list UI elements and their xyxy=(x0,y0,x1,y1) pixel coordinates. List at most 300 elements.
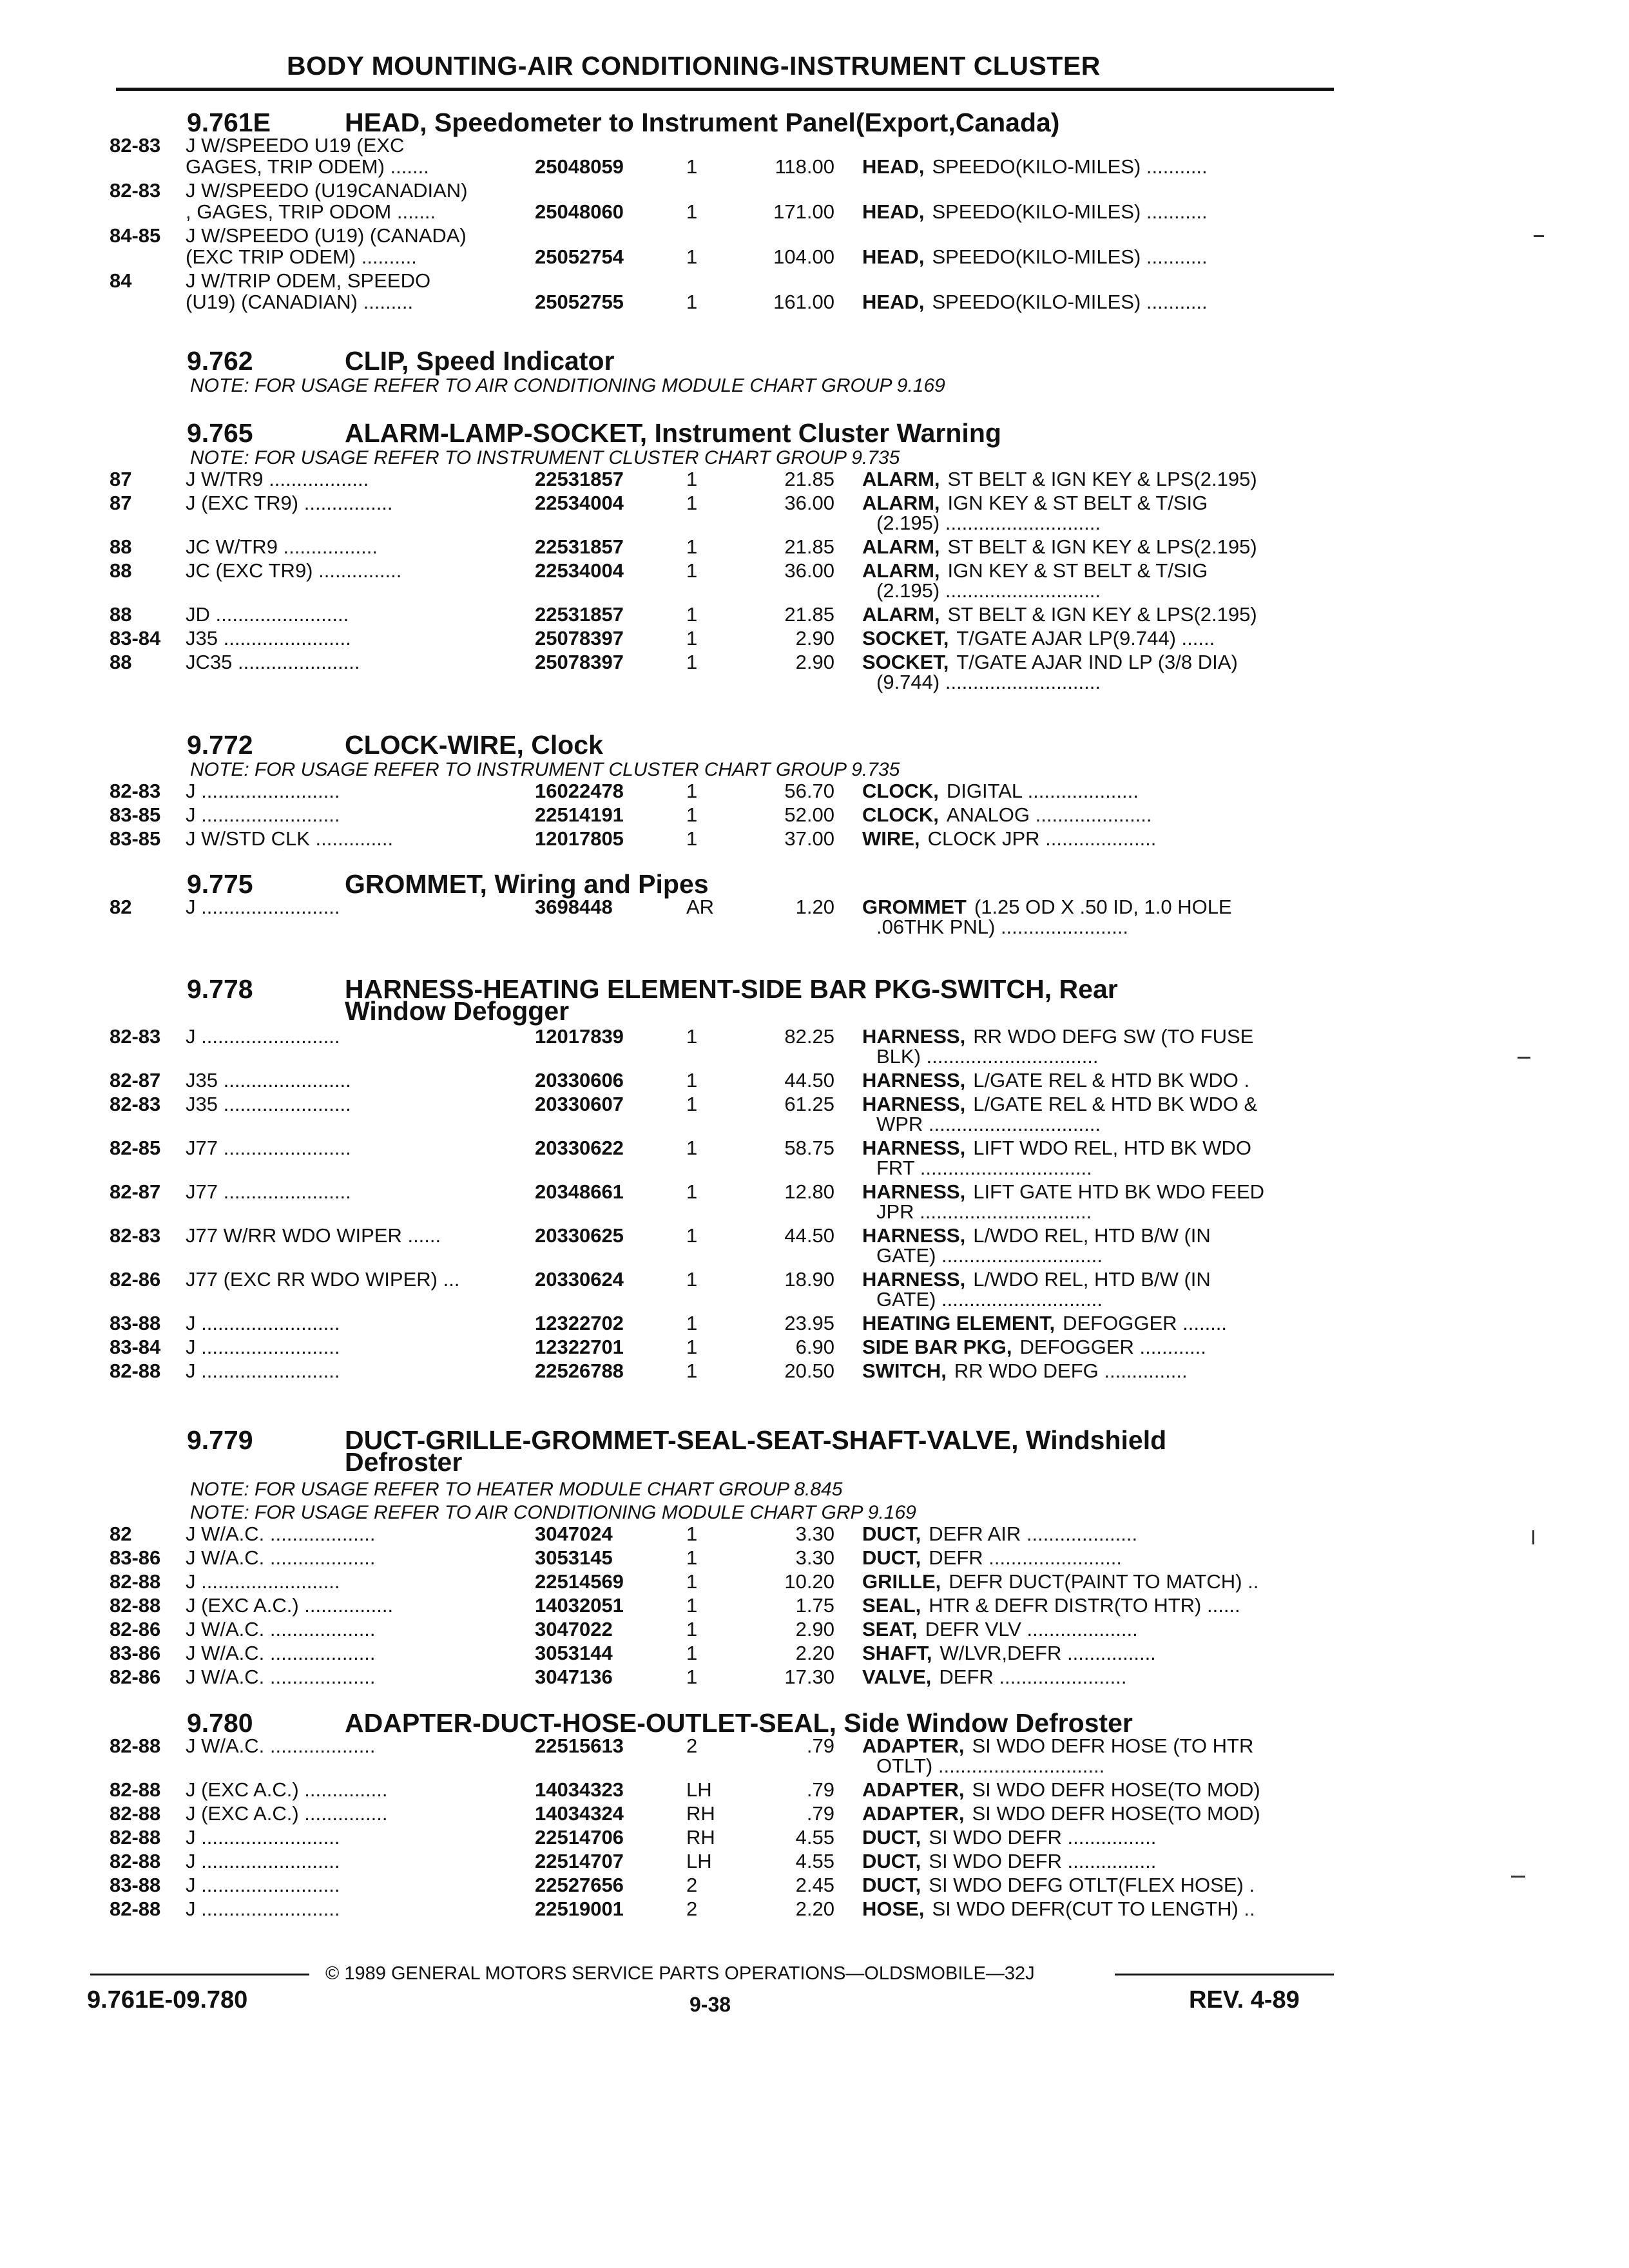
price: 1.20 xyxy=(795,896,834,918)
margin-mark xyxy=(1518,1057,1530,1059)
part-number: 22531857 xyxy=(535,535,624,558)
footer-rule-left xyxy=(90,1974,309,1975)
years-cell: 82-86 xyxy=(110,1268,161,1291)
description xyxy=(862,1643,1156,1663)
quantity: 1 xyxy=(686,603,698,626)
quantity: AR xyxy=(686,896,715,918)
description-detail: SI WDO DEFR ................ xyxy=(929,1826,1157,1849)
quantity: RH xyxy=(686,1826,715,1849)
quantity: 1 xyxy=(686,245,698,268)
description xyxy=(862,202,1208,222)
description-detail: DIGITAL .................... xyxy=(946,780,1139,802)
part-number: 20330607 xyxy=(535,1093,624,1115)
quantity: 1 xyxy=(686,535,698,558)
description xyxy=(862,292,1208,312)
section-number: 9.778 xyxy=(187,974,253,1004)
price: 2.20 xyxy=(795,1642,834,1664)
quantity: 2 xyxy=(686,1898,698,1920)
price: 1.75 xyxy=(795,1594,834,1617)
quantity: 1 xyxy=(686,1224,698,1247)
model-cell: J (EXC TR9) ................ xyxy=(186,492,393,514)
description-detail: ANALOG ..................... xyxy=(946,803,1152,826)
price: 2.45 xyxy=(795,1874,834,1896)
description-detail: DEFR DUCT(PAINT TO MATCH) .. xyxy=(949,1570,1259,1593)
part-number: 14034323 xyxy=(535,1778,624,1801)
description-noun: HEATING ELEMENT, xyxy=(862,1312,1055,1334)
description xyxy=(862,1736,1253,1756)
years-cell: 84 xyxy=(110,269,132,292)
model-cell: J W/A.C. ................... xyxy=(186,1523,376,1545)
price: 6.90 xyxy=(795,1336,834,1358)
section-title: HEAD, Speedometer to Instrument Panel(Export,Canada) xyxy=(345,108,1060,137)
model-cell: J W/STD CLK .............. xyxy=(186,827,394,850)
footer-revision: REV. 4-89 xyxy=(1189,1986,1300,2013)
section-title: ALARM-LAMP-SOCKET, Instrument Cluster Warning xyxy=(345,418,1001,448)
price: 23.95 xyxy=(784,1312,834,1334)
years-cell: 88 xyxy=(110,559,132,582)
part-number: 22514191 xyxy=(535,803,624,826)
model-cell: J77 (EXC RR WDO WIPER) ... xyxy=(186,1268,460,1291)
description-detail: SI WDO DEFR HOSE(TO MOD) xyxy=(972,1802,1260,1825)
quantity: 1 xyxy=(686,1069,698,1091)
price: 37.00 xyxy=(784,827,834,850)
part-number: 22534004 xyxy=(535,559,624,582)
description-detail: IGN KEY & ST BELT & T/SIG xyxy=(947,559,1208,582)
description-detail: DEFR VLV .................... xyxy=(925,1618,1138,1640)
description xyxy=(862,1361,1188,1381)
price: 2.90 xyxy=(795,627,834,649)
model-cell: J W/TRIP ODEM, SPEEDO xyxy=(186,269,431,292)
model-cell: J ......................... xyxy=(186,1360,340,1382)
part-number: 20330624 xyxy=(535,1268,624,1291)
description-noun: WIRE, xyxy=(862,827,920,850)
price: 36.00 xyxy=(784,559,834,582)
years-cell: 88 xyxy=(110,535,132,558)
description-noun: HEAD, xyxy=(862,200,925,223)
section-number: 9.762 xyxy=(187,346,253,376)
margin-mark xyxy=(1511,1876,1525,1878)
usage-note: NOTE: FOR USAGE REFER TO INSTRUMENT CLUSTER CHART GROUP 9.735 xyxy=(190,759,900,780)
description-noun: HARNESS, xyxy=(862,1025,966,1048)
model-cell: J W/A.C. ................... xyxy=(186,1546,376,1569)
page-header-title: BODY MOUNTING-AIR CONDITIONING-INSTRUMENT CLUSTER xyxy=(287,51,1101,81)
description xyxy=(862,1548,1122,1568)
quantity: 1 xyxy=(686,1360,698,1382)
quantity: 1 xyxy=(686,780,698,802)
description-noun: SIDE BAR PKG, xyxy=(862,1336,1012,1358)
description-noun: VALVE, xyxy=(862,1666,932,1688)
price: .79 xyxy=(806,1735,834,1757)
description xyxy=(862,1851,1156,1871)
description xyxy=(862,652,1238,672)
description-detail: T/GATE AJAR LP(9.744) ...... xyxy=(956,627,1215,649)
description xyxy=(862,897,1232,917)
quantity: RH xyxy=(686,1802,715,1825)
description-detail: SPEEDO(KILO-MILES) ........... xyxy=(932,200,1208,223)
price: 118.00 xyxy=(775,155,834,178)
model-cell: J ......................... xyxy=(186,1874,340,1896)
years-cell: 82-83 xyxy=(110,1025,161,1048)
model-cell: J (EXC A.C.) ................ xyxy=(186,1594,394,1617)
description xyxy=(862,1313,1227,1333)
price: 10.20 xyxy=(784,1570,834,1593)
quantity: 1 xyxy=(686,1025,698,1048)
price: 56.70 xyxy=(784,780,834,802)
header-rule xyxy=(116,88,1334,91)
quantity: 1 xyxy=(686,291,698,313)
description-noun: SOCKET, xyxy=(862,627,949,649)
quantity: 1 xyxy=(686,827,698,850)
description-noun: SHAFT, xyxy=(862,1642,932,1664)
price: 171.00 xyxy=(773,200,834,223)
usage-note: NOTE: FOR USAGE REFER TO AIR CONDITIONING MODULE CHART GRP 9.169 xyxy=(190,1502,916,1523)
part-number: 22534004 xyxy=(535,492,624,514)
years-cell: 82-88 xyxy=(110,1826,161,1849)
part-number: 25048060 xyxy=(535,200,624,223)
model-cell: J W/A.C. ................... xyxy=(186,1666,376,1688)
description xyxy=(862,628,1215,648)
model-cell: JC (EXC TR9) ............... xyxy=(186,559,402,582)
part-number: 16022478 xyxy=(535,780,624,802)
model-cell: J W/TR9 .................. xyxy=(186,468,369,490)
model-cell: J ......................... xyxy=(186,1826,340,1849)
description-detail: LIFT WDO REL, HTD BK WDO xyxy=(973,1137,1251,1159)
description xyxy=(862,1026,1253,1046)
description-noun: SWITCH, xyxy=(862,1360,947,1382)
part-number: 25052755 xyxy=(535,291,624,313)
description-noun: HARNESS, xyxy=(862,1069,966,1091)
description-cont: (2.195) ............................ xyxy=(876,512,1101,534)
quantity: 1 xyxy=(686,1312,698,1334)
footer-group-range: 9.761E-09.780 xyxy=(87,1986,248,2013)
years-cell: 82-88 xyxy=(110,1570,161,1593)
description-noun: ALARM, xyxy=(862,603,940,626)
usage-note: NOTE: FOR USAGE REFER TO AIR CONDITIONING MODULE CHART GROUP 9.169 xyxy=(190,375,945,396)
part-number: 22527656 xyxy=(535,1874,624,1896)
description-noun: ADAPTER, xyxy=(862,1802,965,1825)
section-title: DUCT-GRILLE-GROMMET-SEAL-SEAT-SHAFT-VALVE, Windshield xyxy=(345,1425,1167,1455)
model-cell: J77 ....................... xyxy=(186,1137,351,1159)
price: 17.30 xyxy=(784,1666,834,1688)
margin-mark xyxy=(1534,235,1544,237)
description-detail: SPEEDO(KILO-MILES) ........... xyxy=(932,155,1208,178)
part-number: 22515613 xyxy=(535,1735,624,1757)
description-detail: HTR & DEFR DISTR(TO HTR) ...... xyxy=(929,1594,1240,1617)
quantity: 1 xyxy=(686,1180,698,1203)
years-cell: 88 xyxy=(110,651,132,673)
description xyxy=(862,157,1208,177)
part-number: 12017805 xyxy=(535,827,624,850)
price: 58.75 xyxy=(784,1137,834,1159)
price: 21.85 xyxy=(784,535,834,558)
model-cell: J ......................... xyxy=(186,1336,340,1358)
section-number: 9.765 xyxy=(187,418,253,448)
description-noun: HEAD, xyxy=(862,291,925,313)
description-cont: .06THK PNL) ....................... xyxy=(876,916,1129,938)
model-cell: J W/A.C. ................... xyxy=(186,1735,376,1757)
description-noun: SEAL, xyxy=(862,1594,921,1617)
description xyxy=(862,1138,1251,1158)
description-cont: GATE) ............................. xyxy=(876,1288,1103,1311)
years-cell: 87 xyxy=(110,468,132,490)
part-number: 3047022 xyxy=(535,1618,613,1640)
quantity: LH xyxy=(686,1850,712,1872)
description-detail: ST BELT & IGN KEY & LPS(2.195) xyxy=(947,468,1257,490)
years-cell: 83-85 xyxy=(110,827,161,850)
description-cont: WPR ............................... xyxy=(876,1113,1101,1135)
description xyxy=(862,1667,1126,1687)
model-cell: J W/A.C. ................... xyxy=(186,1618,376,1640)
part-number: 22531857 xyxy=(535,603,624,626)
section-title: CLIP, Speed Indicator xyxy=(345,346,615,376)
part-number: 3047024 xyxy=(535,1523,613,1545)
quantity: LH xyxy=(686,1778,712,1801)
section-title: GROMMET, Wiring and Pipes xyxy=(345,869,709,899)
description-detail: (1.25 OD X .50 ID, 1.0 HOLE xyxy=(974,896,1232,918)
quantity: 1 xyxy=(686,492,698,514)
quantity: 1 xyxy=(686,803,698,826)
model-cell: J W/SPEEDO U19 (EXC xyxy=(186,134,405,157)
description-cont: (2.195) ............................ xyxy=(876,579,1101,602)
years-cell: 82-85 xyxy=(110,1137,161,1159)
description xyxy=(862,1094,1257,1114)
quantity: 1 xyxy=(686,1268,698,1291)
description-noun: HARNESS, xyxy=(862,1180,966,1203)
part-number: 20330622 xyxy=(535,1137,624,1159)
description-detail: SPEEDO(KILO-MILES) ........... xyxy=(932,291,1208,313)
price: 61.25 xyxy=(784,1093,834,1115)
description xyxy=(862,829,1156,849)
section-number: 9.775 xyxy=(187,869,253,899)
years-cell: 83-86 xyxy=(110,1642,161,1664)
description-noun: ALARM, xyxy=(862,492,940,514)
description-noun: HARNESS, xyxy=(862,1093,966,1115)
years-cell: 82-83 xyxy=(110,1093,161,1115)
description-detail: W/LVR,DEFR ................ xyxy=(940,1642,1156,1664)
description-detail: SI WDO DEFG OTLT(FLEX HOSE) . xyxy=(929,1874,1255,1896)
model-cell: J ......................... xyxy=(186,1570,340,1593)
description-detail: RR WDO DEFG SW (TO FUSE xyxy=(973,1025,1254,1048)
section-title: CLOCK-WIRE, Clock xyxy=(345,730,603,760)
description-noun: DUCT, xyxy=(862,1874,921,1896)
description-noun: ALARM, xyxy=(862,535,940,558)
price: 20.50 xyxy=(784,1360,834,1382)
model-cell: J (EXC A.C.) ............... xyxy=(186,1778,388,1801)
quantity: 1 xyxy=(686,200,698,223)
price: 52.00 xyxy=(784,803,834,826)
footer-page-number: 9-38 xyxy=(689,1993,731,2016)
model-cell: JC35 ...................... xyxy=(186,651,360,673)
part-number: 12017839 xyxy=(535,1025,624,1048)
model-cell: (EXC TRIP ODEM) .......... xyxy=(186,245,417,268)
description-noun: DUCT, xyxy=(862,1850,921,1872)
part-number: 25052754 xyxy=(535,245,624,268)
years-cell: 88 xyxy=(110,603,132,626)
footer-rule-right xyxy=(1115,1974,1334,1975)
model-cell: J ......................... xyxy=(186,803,340,826)
quantity: 1 xyxy=(686,1093,698,1115)
description-noun: HARNESS, xyxy=(862,1224,966,1247)
quantity: 1 xyxy=(686,468,698,490)
description xyxy=(862,1875,1255,1895)
years-cell: 83-86 xyxy=(110,1546,161,1569)
description xyxy=(862,1225,1211,1245)
description xyxy=(862,1182,1264,1202)
years-cell: 83-88 xyxy=(110,1312,161,1334)
description xyxy=(862,1571,1258,1591)
part-number: 25078397 xyxy=(535,627,624,649)
description-noun: DUCT, xyxy=(862,1523,921,1545)
description-detail: L/WDO REL, HTD B/W (IN xyxy=(973,1224,1211,1247)
description-detail: ST BELT & IGN KEY & LPS(2.195) xyxy=(947,535,1257,558)
model-cell: , GAGES, TRIP ODOM ....... xyxy=(186,200,436,223)
description-noun: ALARM, xyxy=(862,468,940,490)
years-cell: 82-86 xyxy=(110,1666,161,1688)
description xyxy=(862,1827,1156,1847)
years-cell: 82-88 xyxy=(110,1850,161,1872)
price: 2.90 xyxy=(795,1618,834,1640)
description-detail: SI WDO DEFR(CUT TO LENGTH) .. xyxy=(932,1898,1255,1920)
model-cell: JC W/TR9 ................. xyxy=(186,535,378,558)
description-noun: DUCT, xyxy=(862,1546,921,1569)
description-noun: HARNESS, xyxy=(862,1137,966,1159)
model-cell: J W/A.C. ................... xyxy=(186,1642,376,1664)
years-cell: 82-83 xyxy=(110,179,161,202)
quantity: 1 xyxy=(686,1666,698,1688)
price: 44.50 xyxy=(784,1069,834,1091)
years-cell: 82-88 xyxy=(110,1594,161,1617)
price: .79 xyxy=(806,1802,834,1825)
quantity: 1 xyxy=(686,1618,698,1640)
description-detail: SI WDO DEFR HOSE (TO HTR xyxy=(972,1735,1254,1757)
years-cell: 82-86 xyxy=(110,1618,161,1640)
part-number: 20330606 xyxy=(535,1069,624,1091)
description-noun: DUCT, xyxy=(862,1826,921,1849)
price: 82.25 xyxy=(784,1025,834,1048)
part-number: 3053145 xyxy=(535,1546,613,1569)
description-noun: GRILLE, xyxy=(862,1570,941,1593)
description-detail: L/GATE REL & HTD BK WDO . xyxy=(973,1069,1250,1091)
quantity: 1 xyxy=(686,1523,698,1545)
quantity: 2 xyxy=(686,1735,698,1757)
years-cell: 83-85 xyxy=(110,803,161,826)
years-cell: 87 xyxy=(110,492,132,514)
description-detail: L/GATE REL & HTD BK WDO & xyxy=(973,1093,1258,1115)
description-noun: HARNESS, xyxy=(862,1268,966,1291)
quantity: 1 xyxy=(686,1546,698,1569)
section-title: HARNESS-HEATING ELEMENT-SIDE BAR PKG-SWITCH, Rear xyxy=(345,974,1118,1004)
section-number: 9.780 xyxy=(187,1708,253,1738)
description xyxy=(862,781,1139,801)
price: 161.00 xyxy=(773,291,834,313)
description-cont: JPR ............................... xyxy=(876,1200,1092,1223)
model-cell: J35 ....................... xyxy=(186,627,351,649)
price: 104.00 xyxy=(773,245,834,268)
description-noun: GROMMET xyxy=(862,896,967,918)
quantity: 1 xyxy=(686,1137,698,1159)
description-detail: SI WDO DEFR HOSE(TO MOD) xyxy=(972,1778,1260,1801)
section-number: 9.761E xyxy=(187,108,271,137)
price: 21.85 xyxy=(784,468,834,490)
model-cell: J77 W/RR WDO WIPER ...... xyxy=(186,1224,441,1247)
model-cell: J35 ....................... xyxy=(186,1069,351,1091)
price: 4.55 xyxy=(795,1826,834,1849)
part-number: 12322701 xyxy=(535,1336,624,1358)
description-detail: SI WDO DEFR ................ xyxy=(929,1850,1157,1872)
model-cell: J ......................... xyxy=(186,1850,340,1872)
years-cell: 82 xyxy=(110,896,132,918)
description-noun: CLOCK, xyxy=(862,780,939,802)
description-noun: ALARM, xyxy=(862,559,940,582)
part-number: 20330625 xyxy=(535,1224,624,1247)
section-number: 9.779 xyxy=(187,1425,253,1455)
price: 2.20 xyxy=(795,1898,834,1920)
quantity: 1 xyxy=(686,1642,698,1664)
usage-note: NOTE: FOR USAGE REFER TO HEATER MODULE CHART GROUP 8.845 xyxy=(190,1479,843,1500)
description-noun: SOCKET, xyxy=(862,651,949,673)
quantity: 1 xyxy=(686,1336,698,1358)
description-noun: HOSE, xyxy=(862,1898,925,1920)
description xyxy=(862,493,1208,513)
usage-note: NOTE: FOR USAGE REFER TO INSTRUMENT CLUSTER CHART GROUP 9.735 xyxy=(190,447,900,468)
years-cell: 84-85 xyxy=(110,224,161,247)
model-cell: J W/SPEEDO (U19CANADIAN) xyxy=(186,179,468,202)
description-detail: DEFOGGER ........ xyxy=(1063,1312,1228,1334)
quantity: 1 xyxy=(686,627,698,649)
years-cell: 82-87 xyxy=(110,1180,161,1203)
model-cell: JD ........................ xyxy=(186,603,349,626)
price: 21.85 xyxy=(784,603,834,626)
description-detail: LIFT GATE HTD BK WDO FEED xyxy=(973,1180,1265,1203)
model-cell: J77 ....................... xyxy=(186,1180,351,1203)
description-cont: OTLT) .............................. xyxy=(876,1754,1105,1777)
quantity: 1 xyxy=(686,1594,698,1617)
part-number: 22526788 xyxy=(535,1360,624,1382)
price: 44.50 xyxy=(784,1224,834,1247)
description-detail: SPEEDO(KILO-MILES) ........... xyxy=(932,245,1208,268)
model-cell: J ......................... xyxy=(186,780,340,802)
description-cont: (9.744) ............................ xyxy=(876,671,1101,693)
section-title-cont: Window Defogger xyxy=(345,996,570,1026)
description-detail: T/GATE AJAR IND LP (3/8 DIA) xyxy=(956,651,1238,673)
description-cont: FRT ............................... xyxy=(876,1157,1092,1179)
model-cell: J35 ....................... xyxy=(186,1093,351,1115)
part-number: 14034324 xyxy=(535,1802,624,1825)
price: 18.90 xyxy=(784,1268,834,1291)
description xyxy=(862,247,1208,267)
description xyxy=(862,1803,1260,1823)
model-cell: J W/SPEEDO (U19) (CANADA) xyxy=(186,224,467,247)
quantity: 1 xyxy=(686,155,698,178)
description xyxy=(862,1899,1255,1919)
description xyxy=(862,1780,1260,1800)
description-detail: DEFR ........................ xyxy=(929,1546,1122,1569)
section-number: 9.772 xyxy=(187,730,253,760)
part-number: 22519001 xyxy=(535,1898,624,1920)
description-detail: DEFOGGER ............ xyxy=(1019,1336,1206,1358)
description xyxy=(862,1524,1137,1544)
description xyxy=(862,1070,1249,1090)
years-cell: 82-88 xyxy=(110,1778,161,1801)
model-cell: J (EXC A.C.) ............... xyxy=(186,1802,388,1825)
footer-copyright: © 1989 GENERAL MOTORS SERVICE PARTS OPERATIONS—OLDSMOBILE—32J xyxy=(325,1963,1035,1984)
description xyxy=(862,1595,1240,1615)
part-number: 20348661 xyxy=(535,1180,624,1203)
description-noun: CLOCK, xyxy=(862,803,939,826)
description-noun: ADAPTER, xyxy=(862,1778,965,1801)
description-detail: DEFR AIR .................... xyxy=(929,1523,1138,1545)
quantity: 1 xyxy=(686,651,698,673)
